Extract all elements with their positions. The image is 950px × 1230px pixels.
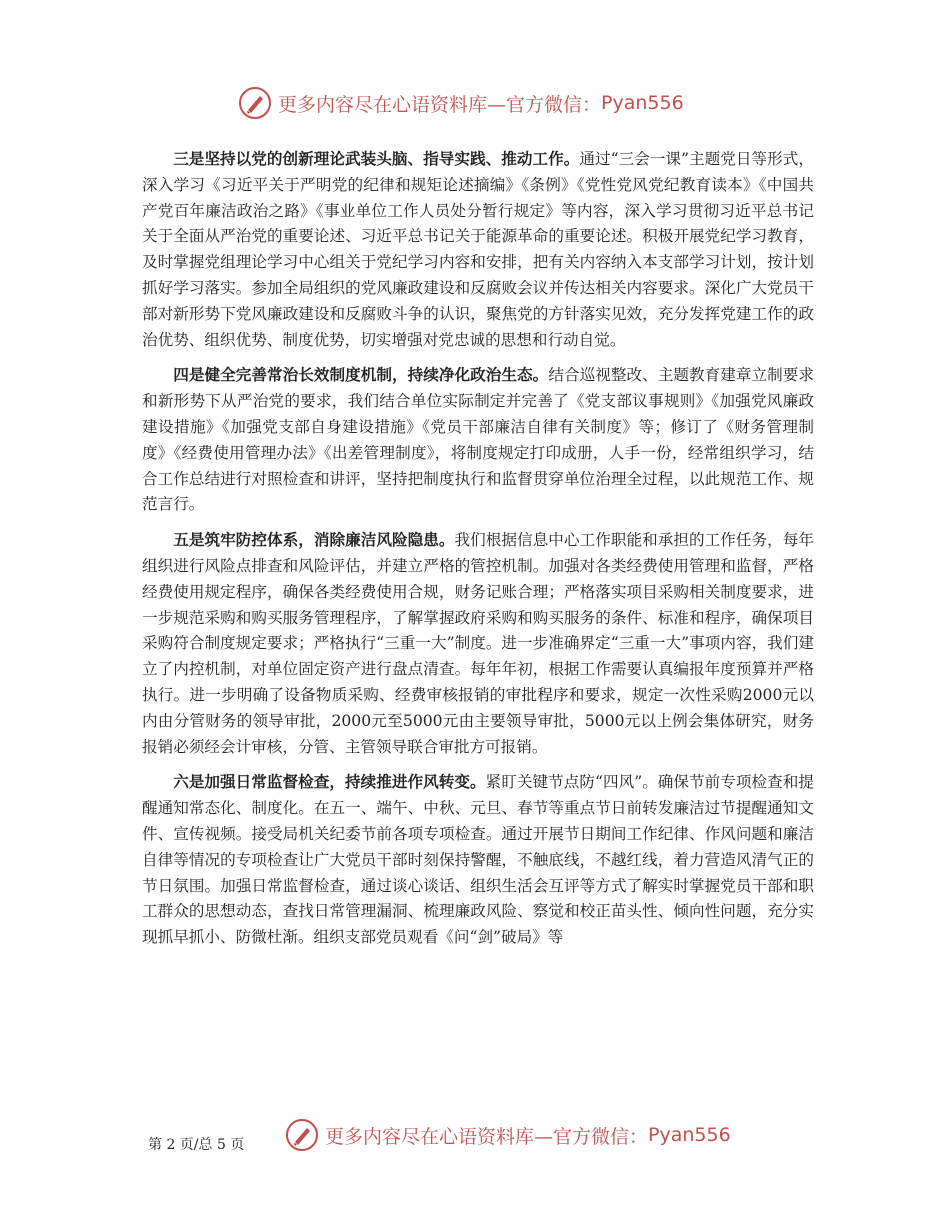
paragraph-text: 我们根据信息中心工作职能和承担的工作任务，每年组织进行风险点排查和风险评估，并建立严格的管控机制。加强对各类经费使用管理和监督，严格经费使用规定程序，确保各类经费使用合规，财务记账合理；严格落实项目采购相关制度要求，进一步规范采购和购买服务管理程序，了解掌握政府采购和购买服务的条件、标准和程序，确保项目采购符合制度规定要求；严格执行“三重一大”制度。进一步准确界定“三重一大”事项内容，我们建立了内控机制，对单位固定资产进行盘点清查。每年年初，根据工作需要认真编报年度预算并严格执行。进一步明确了设备物质采购、经费审核报销的审批程序和要求，规定一次性采购2000元以内由分管财务的领导审批，2000元至5000元由主要领导审批，5000元以上例会集体研究，财务报销必须经会计审核，分管、主管领导联合审批方可报销。 xyxy=(142,531,814,756)
paragraph-lead: 五是筑牢防控体系，消除廉洁风险隐患。 xyxy=(173,530,455,550)
page-number: 第 2 页/总 5 页 xyxy=(148,1137,245,1153)
paragraph-5 xyxy=(142,527,814,760)
paragraph-lead: 三是坚持以党的创新理论武装头脑、指导实践、推动工作。 xyxy=(173,149,580,168)
paragraph-lead: 四是健全完善常治长效制度机制，持续净化政治生态。 xyxy=(173,365,549,385)
paragraph-text: 紧盯关键节点防“四风”。确保节前专项检查和提醒通知常态化、制度化。在五一、端午、中秋、元旦、春节等重点节日前转发廉洁过节提醒通知文件、宣传视频。接受局机关纪委节前各项专项检查。通过开展节日期间工作纪律、作风问题和廉洁自律等情况的专项检查让广大党员干部时刻保持警醒，不触底线，不越红线，着力营造风清气正的节日氛围。加强日常监督检查，通过谈心谈话、组织生活会互评等方式了解实时掌握党员干部和职工群众的思想动态，查找日常管理漏洞、梳理廉政风险、察觉和校正苗头性、倾向性问题，充分实现抓早抓小、防微杜渐。组织支部党员观看《问“剑”破局》等 xyxy=(142,773,814,947)
paragraph-4 xyxy=(142,362,814,518)
paragraph-text: 通过“三会一课”主题党日等形式，深入学习《习近平关于严明党的纪律和规矩论述摘编》《条例》《党性党风党纪教育读本》《中国共产党百年廉洁政治之路》《事业单位工作人员处分暂行规定》等内容，深入学习贯彻习近平总书记关于全面从严治党的重要论述、习近平总书记关于能源革命的重要论述。积极开展党纪学习教育，及时掌握党组理论学习中心组关于党纪学习内容和安排，把有关内容纳入本支部学习计划，按计划抓好学习落实。参加全局组织的党风廉政建设和反腐败会议并传达相关内容要求。深化广大党员干部对新形势下党风廉政建设和反腐败斗争的认识，聚焦党的方针落实见效，充分发挥党建工作的政治优势、组织优势、制度优势，切实增强对党忠诚的思想和行动自觉。 xyxy=(142,150,814,349)
watermark-wechat-id: Pyan556 xyxy=(601,92,684,114)
paragraph-3 xyxy=(142,146,814,353)
paragraph-6 xyxy=(142,769,814,951)
pen-nib-logo-icon xyxy=(285,1118,319,1152)
paragraph-lead: 六是加强日常监督检查，持续推进作风转变。 xyxy=(173,772,486,792)
document-body xyxy=(142,146,814,960)
paragraph-text: 结合巡视整改、主题教育建章立制要求和新形势下从严治党的要求，我们结合单位实际制定并完善了《党支部议事规则》《加强党风廉政建设措施》《加强党支部自身建设措施》《党员干部廉洁自律有关制度》等；修订了《财务管理制度》《经费使用管理办法》《出差管理制度》，将制度规定打印成册，人手一份，经常组织学习，结合工作总结进行对照检查和讲评，坚持把制度执行和监督贯穿单位治理全过程，以此规范工作、规范言行。 xyxy=(142,366,814,514)
watermark-wechat-id: Pyan556 xyxy=(648,1124,731,1146)
watermark-header xyxy=(238,86,684,120)
watermark-text: 更多内容尽在心语资料库—官方微信： xyxy=(325,1125,649,1148)
pen-nib-logo-icon xyxy=(238,86,272,120)
watermark-text: 更多内容尽在心语资料库—官方微信： xyxy=(278,93,602,116)
watermark-footer xyxy=(285,1118,731,1152)
